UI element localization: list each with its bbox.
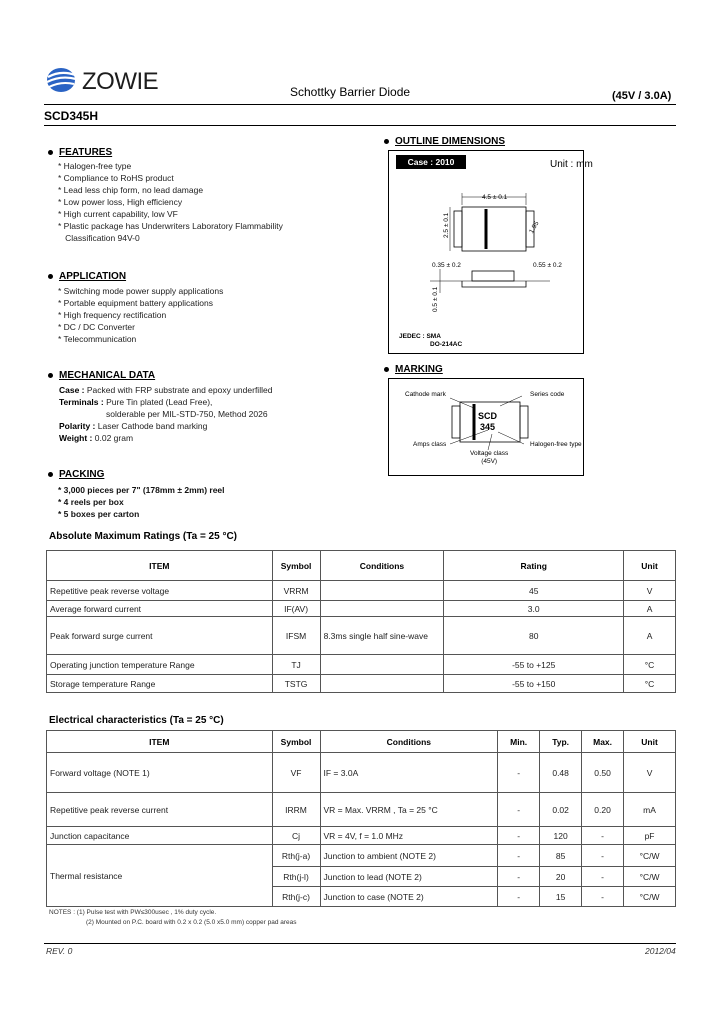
cell-symbol: Rth(j-c) — [272, 887, 320, 907]
cell-symbol: TJ — [272, 655, 320, 675]
cell-cond — [320, 581, 444, 601]
application-list — [58, 285, 223, 345]
col-header: Typ. — [540, 731, 582, 753]
cell-cond — [320, 601, 444, 617]
cell-unit: V — [624, 581, 676, 601]
cell-unit: °C — [624, 675, 676, 693]
header-rating: (45V / 3.0A) — [612, 90, 672, 102]
cell-item: Average forward current — [47, 601, 273, 617]
cell-symbol: VRRM — [272, 581, 320, 601]
bullet-icon — [48, 373, 53, 378]
cell-cond — [320, 675, 444, 693]
col-header: Min. — [498, 731, 540, 753]
list-item: * Plastic package has Underwriters Laboratory Flammability — [58, 221, 283, 231]
cell-unit: A — [624, 601, 676, 617]
release-date: 2012/04 — [645, 946, 676, 956]
cell-symbol: Rth(j-a) — [272, 845, 320, 867]
list-item: * 3,000 pieces per 7" (178mm ± 2mm) reel — [58, 485, 225, 495]
list-item: * High frequency rectification — [58, 310, 167, 320]
cell-max: - — [582, 887, 624, 907]
cell-cond: VR = Max. VRRM , Ta = 25 °C — [320, 793, 498, 827]
col-header: Max. — [582, 731, 624, 753]
col-header: Conditions — [320, 731, 498, 753]
cell-rating: 80 — [444, 617, 624, 655]
cell-symbol: IF(AV) — [272, 601, 320, 617]
col-header: Unit — [624, 731, 676, 753]
cell-cond: IF = 3.0A — [320, 753, 498, 793]
bullet-icon — [384, 367, 389, 372]
cell-item: Junction capacitance — [47, 827, 273, 845]
cell-min: - — [498, 827, 540, 845]
table-row — [47, 655, 676, 675]
header-rule — [44, 104, 676, 105]
cell-item: Peak forward surge current — [47, 617, 273, 655]
cell-item: Storage temperature Range — [47, 675, 273, 693]
mech-polarity: Polarity : Laser Cathode band marking — [59, 421, 208, 431]
table-row — [47, 753, 676, 793]
cell-typ: 15 — [540, 887, 582, 907]
marking-code: SCD 345 — [478, 411, 498, 432]
case-label: Case : 2010 — [396, 155, 466, 169]
mech-terminals-2: solderable per MIL-STD-750, Method 2026 — [106, 409, 268, 419]
cell-cond: Junction to ambient (NOTE 2) — [320, 845, 498, 867]
col-header: ITEM — [47, 731, 273, 753]
table-row — [47, 601, 676, 617]
cell-symbol: TSTG — [272, 675, 320, 693]
cell-max: 0.50 — [582, 753, 624, 793]
list-item: * Portable equipment battery applications — [58, 298, 213, 308]
cell-min: - — [498, 845, 540, 867]
abs-max-title: Absolute Maximum Ratings (Ta = 25 °C) — [49, 531, 238, 542]
packing-heading: PACKING — [48, 469, 104, 480]
mech-terminals: Terminals : Pure Tin plated (Lead Free), — [59, 397, 213, 407]
cell-unit: °C/W — [624, 887, 676, 907]
mech-case: Case : Packed with FRP substrate and epoxy underfilled — [59, 385, 273, 395]
cell-max: 0.20 — [582, 793, 624, 827]
jedec-label: JEDEC : SMA — [399, 333, 441, 340]
col-header: Symbol — [272, 731, 320, 753]
brand-name: ZOWIE — [82, 68, 159, 95]
abs-max-table — [46, 550, 676, 693]
cell-max: - — [582, 867, 624, 887]
list-item: * Halogen-free type — [58, 161, 132, 171]
document-title: Schottky Barrier Diode — [290, 85, 411, 99]
cell-min: - — [498, 753, 540, 793]
list-item: * 4 reels per box — [58, 497, 124, 507]
cell-unit: °C/W — [624, 845, 676, 867]
mechanical-heading: MECHANICAL DATA — [48, 370, 155, 381]
notes — [49, 908, 297, 928]
cell-symbol: IRRM — [272, 793, 320, 827]
cell-min: - — [498, 793, 540, 827]
dim-length: 4.5 ± 0.1 — [482, 194, 508, 201]
cell-cond — [320, 655, 444, 675]
features-list — [58, 160, 283, 244]
cell-cond: Junction to lead (NOTE 2) — [320, 867, 498, 887]
jedec-ref: DO-214AC — [430, 341, 463, 348]
cell-item: Repetitive peak reverse voltage — [47, 581, 273, 601]
table-row — [47, 827, 676, 845]
outline-heading: OUTLINE DIMENSIONS — [384, 136, 505, 147]
col-header: Rating — [444, 551, 624, 581]
cell-rating: -55 to +125 — [444, 655, 624, 675]
table-row — [47, 581, 676, 601]
bullet-icon — [48, 150, 53, 155]
cell-unit: V — [624, 753, 676, 793]
cell-unit: mA — [624, 793, 676, 827]
table-row — [47, 617, 676, 655]
cell-min: - — [498, 887, 540, 907]
application-heading: APPLICATION — [48, 271, 126, 282]
table-row — [47, 793, 676, 827]
dim-pad-left: 0.35 ± 0.2 — [432, 262, 461, 269]
dim-height: 0.5 ± 0.1 — [432, 286, 439, 312]
cell-min: - — [498, 867, 540, 887]
list-item: * DC / DC Converter — [58, 322, 135, 332]
cell-symbol: IFSM — [272, 617, 320, 655]
revision: REV. 0 — [46, 946, 73, 956]
halogen-label: Halogen-free type — [530, 441, 582, 448]
cell-symbol: Rth(j-l) — [272, 867, 320, 887]
table-header-row — [47, 731, 676, 753]
cell-typ: 85 — [540, 845, 582, 867]
list-item: * Low power loss, High efficiency — [58, 197, 183, 207]
table-row — [47, 845, 676, 867]
unit-label: Unit : mm — [550, 159, 593, 170]
voltage-label: Voltage class (45V) — [470, 450, 509, 465]
cell-max: - — [582, 827, 624, 845]
elec-table — [46, 730, 676, 907]
cell-cond: Junction to case (NOTE 2) — [320, 887, 498, 907]
list-item: * Switching mode power supply applications — [58, 286, 224, 296]
cell-rating: 3.0 — [444, 601, 624, 617]
dim-pad-right: 0.55 ± 0.2 — [533, 262, 562, 269]
cell-unit: °C/W — [624, 867, 676, 887]
cathode-label: Cathode mark — [405, 391, 446, 398]
cell-cond: 8.3ms single half sine-wave — [320, 617, 444, 655]
col-header: Unit — [624, 551, 676, 581]
cell-item: Operating junction temperature Range — [47, 655, 273, 675]
cell-typ: 0.02 — [540, 793, 582, 827]
cell-unit: °C — [624, 655, 676, 675]
dim-width: 2.5 ± 0.1 — [443, 212, 450, 238]
list-item: * High current capability, low VF — [58, 209, 178, 219]
bullet-icon — [384, 139, 389, 144]
zowie-logo-icon — [46, 66, 78, 94]
cell-symbol: VF — [272, 753, 320, 793]
cell-item: Forward voltage (NOTE 1) — [47, 753, 273, 793]
part-rule — [44, 125, 676, 126]
list-item: * Lead less chip form, no lead damage — [58, 185, 204, 195]
cell-rating: -55 to +150 — [444, 675, 624, 693]
marking-heading: MARKING — [384, 364, 443, 375]
cell-unit: pF — [624, 827, 676, 845]
series-label: Series code — [530, 391, 565, 398]
cell-typ: 0.48 — [540, 753, 582, 793]
mechanical-list — [59, 384, 272, 444]
list-item: * Telecommunication — [58, 334, 137, 344]
mech-weight: Weight : 0.02 gram — [59, 433, 134, 443]
cell-typ: 20 — [540, 867, 582, 887]
packing-list — [58, 484, 225, 520]
part-number: SCD345H — [44, 109, 99, 123]
table-header-row — [47, 551, 676, 581]
features-heading: FEATURES — [48, 147, 112, 158]
dim-tab: 1.95 — [528, 220, 541, 235]
col-header: Conditions — [320, 551, 444, 581]
bullet-icon — [48, 274, 53, 279]
elec-title: Electrical characteristics (Ta = 25 °C) — [49, 715, 224, 726]
col-header: Symbol — [272, 551, 320, 581]
note-1: NOTES : (1) Pulse test with PW≤300usec , 1% duty cycle. — [49, 909, 217, 916]
list-item: * 5 boxes per carton — [58, 509, 140, 519]
cell-rating: 45 — [444, 581, 624, 601]
amps-label: Amps class — [413, 441, 447, 448]
cell-symbol: Cj — [272, 827, 320, 845]
cell-max: - — [582, 845, 624, 867]
cell-item: Repetitive peak reverse current — [47, 793, 273, 827]
bullet-icon — [48, 472, 53, 477]
table-row — [47, 675, 676, 693]
cell-item: Thermal resistance — [47, 845, 273, 907]
col-header: ITEM — [47, 551, 273, 581]
list-item: Classification 94V-0 — [65, 233, 140, 243]
list-item: * Compliance to RoHS product — [58, 173, 174, 183]
note-2: (2) Mounted on P.C. board with 0.2 x 0.2 (5.0 x5.0 mm) copper pad areas — [86, 919, 297, 926]
footer-rule — [44, 943, 676, 944]
cell-unit: A — [624, 617, 676, 655]
cell-typ: 120 — [540, 827, 582, 845]
cell-cond: VR = 4V, f = 1.0 MHz — [320, 827, 498, 845]
